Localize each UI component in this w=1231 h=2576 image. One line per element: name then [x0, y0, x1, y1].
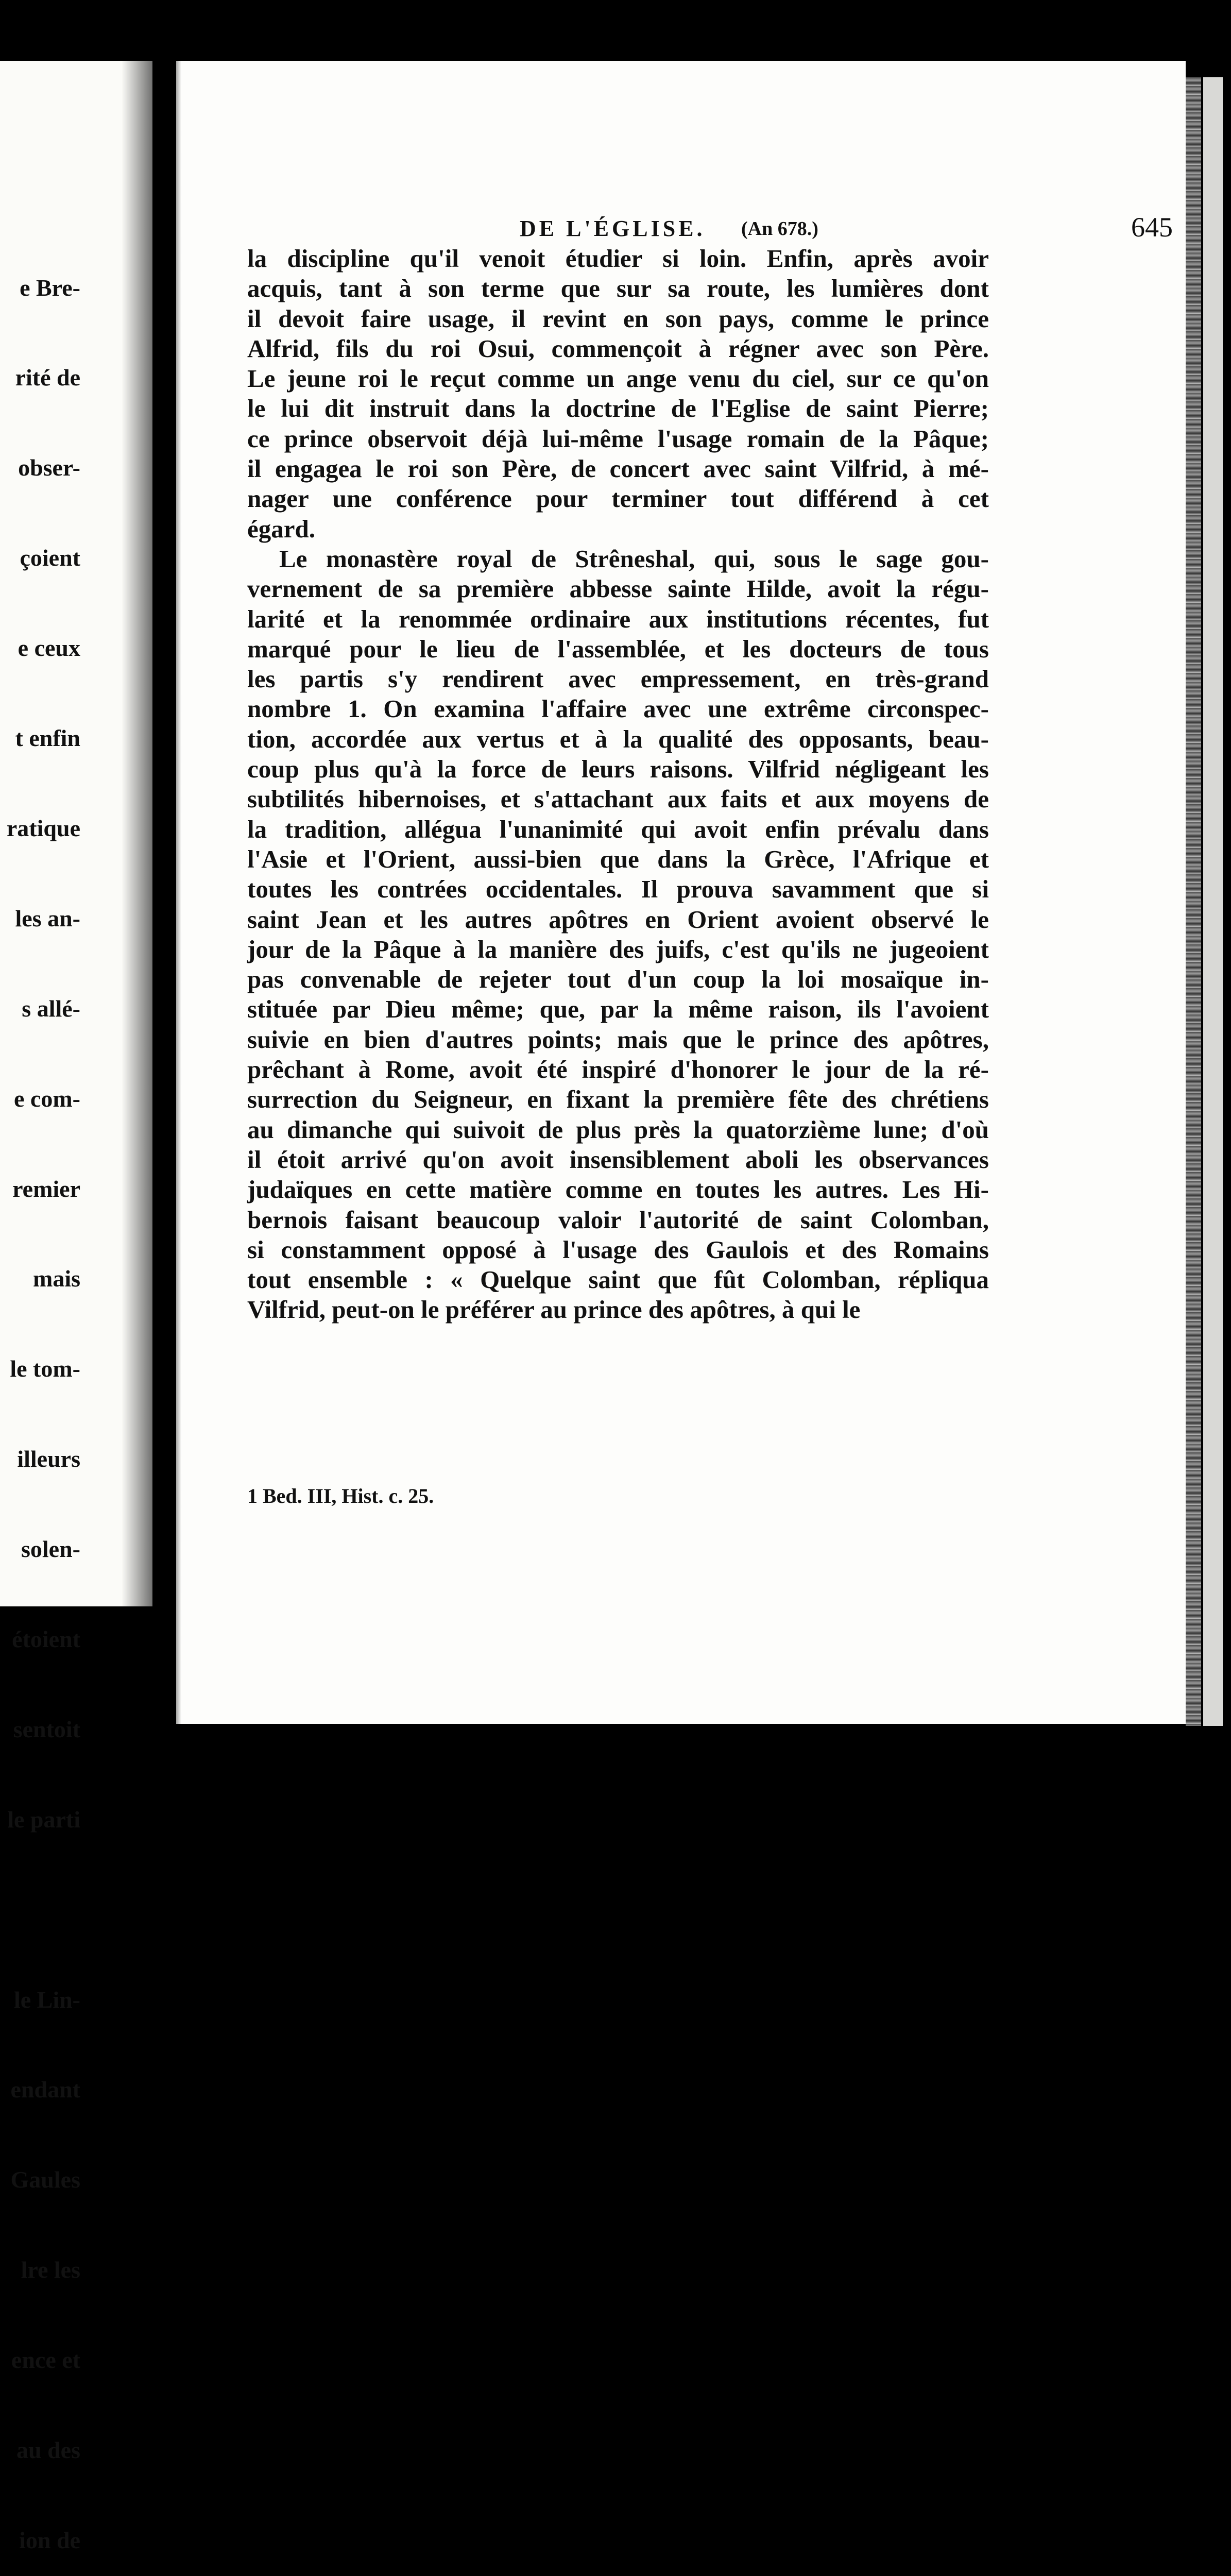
- text-line: le lui dit instruit dans la doctrine de l'Eglise de saint Pierre;: [247, 394, 989, 423]
- left-line: e Bre-: [20, 274, 80, 301]
- running-head: [520, 212, 1178, 246]
- text-line: tion, accordée aux vertus et à la qualité des opposants, beau-: [247, 724, 989, 753]
- text-line: si constamment opposé à l'usage des Gaulois et des Romains: [247, 1235, 989, 1264]
- text-line: judaïques en cette matière comme en toutes les autres. Les Hi-: [247, 1175, 989, 1204]
- left-facing-page: [0, 61, 152, 2553]
- text-line: stituée par Dieu même; que, par la même raison, ils l'avoient: [247, 995, 989, 1024]
- text-line: Alfrid, fils du roi Osui, commençoit à régner avec son Père.: [247, 334, 989, 363]
- text-line: saint Jean et les autres apôtres en Orient avoient observé le: [247, 905, 989, 934]
- left-line: endant: [10, 2076, 80, 2103]
- left-line: le Lin-: [13, 1986, 80, 2013]
- text-line: égard.: [247, 514, 315, 543]
- text-line: jour de la Pâque à la manière des juifs, c'est qu'ils ne jugeoient: [247, 935, 989, 963]
- left-line: e com-: [14, 1085, 80, 1112]
- page-edge-strip: [1186, 77, 1201, 1726]
- text-line: Le jeune roi le reçut comme un ange venu du ciel, sur ce qu'on: [247, 364, 989, 393]
- running-year: (An 678.): [741, 218, 818, 240]
- text-line: l'Asie et l'Orient, aussi-bien que dans la Grèce, l'Afrique et: [247, 844, 989, 873]
- left-line: [7, 1895, 80, 1925]
- gutter-shadow: [122, 61, 152, 1606]
- text-line: nombre 1. On examina l'affaire avec une extrême circonspec-: [247, 694, 989, 723]
- next-page-edge: [1203, 77, 1223, 1726]
- text-line: tout ensemble : « Quelque saint que fût Colomban, répliqua: [247, 1265, 989, 1294]
- text-line: Le monastère royal de Strêneshal, qui, sous le sage gou-: [279, 544, 989, 573]
- page-number: 645: [1131, 212, 1173, 243]
- text-line: vernement de sa première abbesse sainte Hilde, avoit la régu-: [247, 574, 989, 603]
- text-line: suivie en bien d'autres points; mais que le prince des apôtres,: [247, 1025, 989, 1054]
- left-line: sentoit: [13, 1716, 80, 1742]
- text-line: nager une conférence pour terminer tout différend à cet: [247, 484, 989, 513]
- main-page: [176, 61, 1186, 1724]
- left-line: lre les: [21, 2257, 80, 2283]
- text-line: ce prince observoit déjà lui-même l'usage romain de la Pâque;: [247, 424, 989, 453]
- text-line: subtilités hibernoises, et s'attachant aux faits et aux moyens de: [247, 785, 989, 814]
- text-line: prêchant à Rome, avoit été inspiré d'honorer le jour de la ré-: [247, 1055, 989, 1084]
- left-line: étoient: [12, 1625, 80, 1652]
- left-line: e ceux: [18, 635, 80, 662]
- left-line: Gaules: [10, 2166, 80, 2193]
- left-line: çoient: [20, 545, 80, 571]
- left-line: ion de: [19, 2527, 80, 2553]
- left-line: obser-: [18, 454, 80, 481]
- text-line: bernois faisant beaucoup valoir l'autorité de saint Colomban,: [247, 1205, 989, 1234]
- left-line: t enfin: [15, 725, 80, 752]
- left-line: ence et: [11, 2347, 80, 2374]
- text-line: surrection du Seigneur, en fixant la première fête des chrétiens: [247, 1085, 989, 1114]
- left-line: mais: [33, 1265, 80, 1292]
- left-page-text: [7, 213, 80, 2576]
- text-line: marqué pour le lieu de l'assemblée, et les docteurs de tous: [247, 634, 989, 663]
- left-line: s allé-: [22, 995, 80, 1022]
- left-line: ratique: [6, 815, 80, 841]
- left-line: illeurs: [17, 1446, 80, 1472]
- running-title: DE L'ÉGLISE.: [520, 216, 706, 241]
- left-line: au des: [16, 2436, 80, 2463]
- text-line: larité et la renommée ordinaire aux institutions récentes, fut: [247, 604, 989, 633]
- left-line: remier: [12, 1175, 80, 1202]
- text-line: il étoit arrivé qu'on avoit insensiblement aboli les observances: [247, 1145, 989, 1174]
- left-line: solen-: [21, 1536, 80, 1563]
- text-line: il engagea le roi son Père, de concert avec saint Vilfrid, à mé-: [247, 454, 989, 483]
- page-edge-shadow: [176, 61, 181, 1724]
- left-line: rité de: [15, 364, 80, 391]
- text-line: la discipline qu'il venoit étudier si loin. Enfin, après avoir: [247, 244, 989, 273]
- footnote: 1 Bed. III, Hist. c. 25.: [247, 1484, 434, 1507]
- left-line: les an-: [15, 905, 80, 931]
- left-line: le parti: [7, 1806, 80, 1833]
- text-line: au dimanche qui suivoit de plus près la quatorzième lune; d'où: [247, 1115, 989, 1144]
- text-line: les partis s'y rendirent avec empressement, en très-grand: [247, 665, 989, 693]
- text-line: Vilfrid, peut-on le préférer au prince des apôtres, à qui le: [247, 1295, 861, 1324]
- text-line: il devoit faire usage, il revint en son pays, comme le prince: [247, 304, 989, 333]
- text-line: pas convenable de rejeter tout d'un coup la loi mosaïque in-: [247, 965, 989, 994]
- body-text: [247, 244, 989, 1325]
- left-line: le tom-: [10, 1355, 80, 1382]
- text-line: la tradition, allégua l'unanimité qui avoit enfin prévalu dans: [247, 815, 989, 843]
- text-line: acquis, tant à son terme que sur sa route, les lumières dont: [247, 274, 989, 303]
- text-line: coup plus qu'à la force de leurs raisons. Vilfrid négligeant les: [247, 755, 989, 784]
- text-line: toutes les contrées occidentales. Il prouva savamment que si: [247, 875, 989, 904]
